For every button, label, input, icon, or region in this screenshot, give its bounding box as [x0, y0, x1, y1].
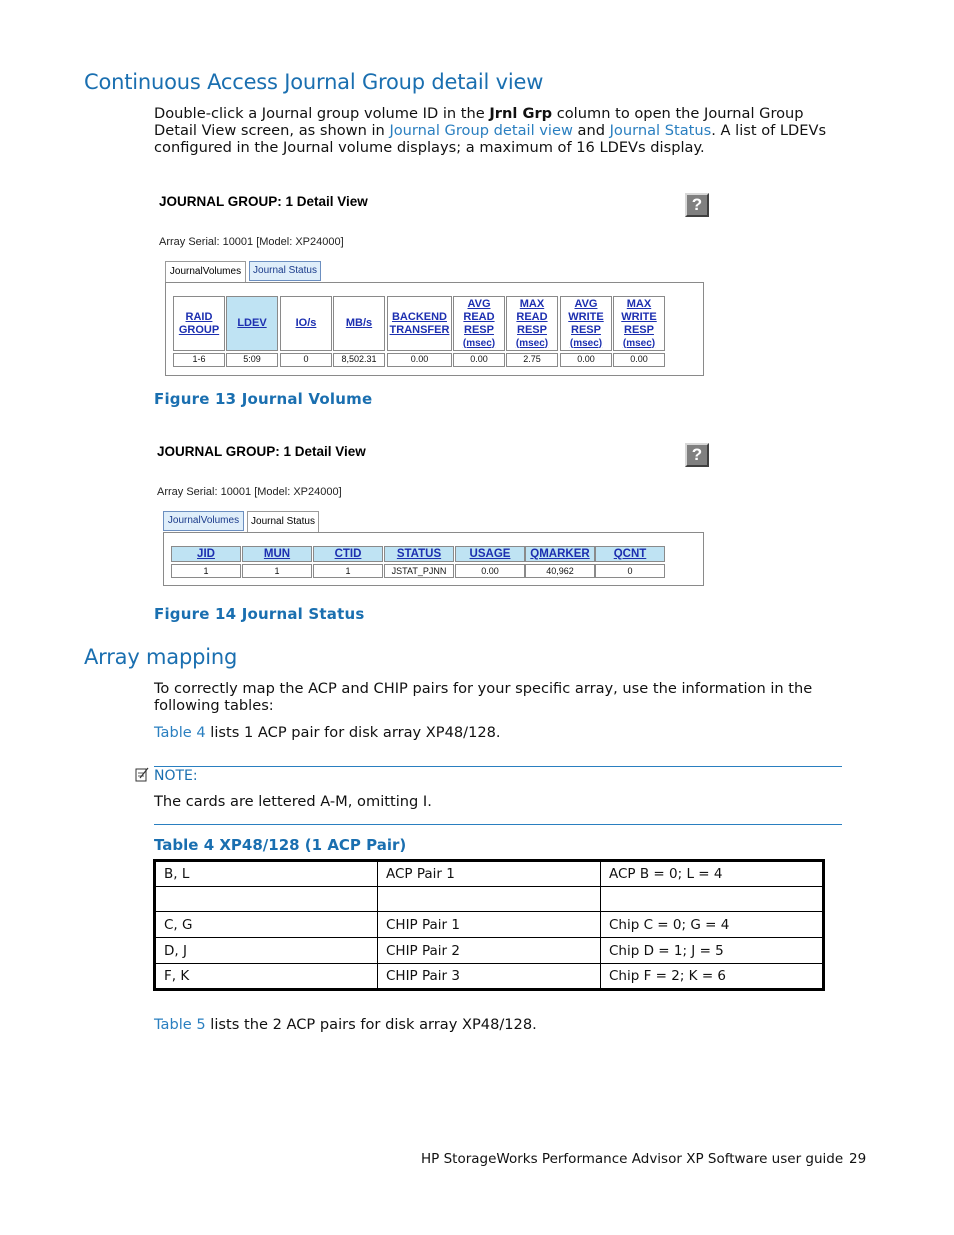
help-icon[interactable]: ? [685, 443, 709, 467]
column-header[interactable]: MAX READ RESP (msec) [506, 296, 558, 351]
grid-cell: 5:09 [226, 353, 278, 367]
table-cell: ACP Pair 1 [378, 861, 601, 887]
grid-cell: 0.00 [613, 353, 665, 367]
grid-cell: 0.00 [387, 353, 452, 367]
table-row [155, 964, 824, 990]
grid-cell: JSTAT_PJNN [384, 564, 454, 578]
grid-cell: 1 [313, 564, 383, 578]
column-header[interactable]: BACKEND TRANSFER [387, 296, 452, 351]
table-row [155, 887, 824, 912]
column-header[interactable]: RAID GROUP [173, 296, 225, 351]
page-number: 29 [849, 1151, 867, 1167]
detail-view-title: JOURNAL GROUP: 1 Detail View [157, 444, 366, 459]
link-journal-group-detail-view[interactable]: Journal Group detail view [389, 122, 573, 139]
note-icon [135, 767, 149, 782]
grid-cell: 0 [595, 564, 665, 578]
table5-reference: Table 5 lists the 2 ACP pairs for disk array XP48/128. [154, 1016, 537, 1033]
table-cell: Chip F = 2; K = 6 [601, 964, 824, 990]
grid-cell: 0 [280, 353, 332, 367]
note-top-rule [154, 766, 842, 767]
column-header[interactable]: MUN [242, 546, 312, 562]
figure-13-caption: Figure 13 Journal Volume [154, 390, 373, 408]
figure-14-caption: Figure 14 Journal Status [154, 605, 365, 623]
note-bottom-rule [154, 824, 842, 825]
array-serial: Array Serial: 10001 [Model: XP24000] [159, 236, 344, 248]
table-cell [155, 887, 378, 912]
table-row [155, 912, 824, 938]
table-cell [601, 887, 824, 912]
section-heading-journal-group: Continuous Access Journal Group detail view [84, 70, 544, 94]
grid-cell: 2.75 [506, 353, 558, 367]
grid-cell: 1 [242, 564, 312, 578]
note-text: The cards are lettered A-M, omitting I. [154, 793, 432, 810]
link-table-5[interactable]: Table 5 [154, 1016, 206, 1033]
table-cell: D, J [155, 938, 378, 964]
footer-guide-title: HP StorageWorks Performance Advisor XP Software user guide [421, 1151, 844, 1167]
table-cell: Chip D = 1; J = 5 [601, 938, 824, 964]
detail-view-title: JOURNAL GROUP: 1 Detail View [159, 194, 368, 209]
tab-journal-status[interactable]: Journal Status [247, 511, 319, 533]
grid-cell: 0.00 [453, 353, 505, 367]
acp-pair-table [153, 859, 825, 991]
tab-journal-volumes[interactable]: JournalVolumes [163, 511, 244, 531]
column-header[interactable]: JID [171, 546, 241, 562]
grid-cell: 0.00 [560, 353, 612, 367]
table-cell: B, L [155, 861, 378, 887]
grid-cell: 1 [171, 564, 241, 578]
column-header[interactable]: IO/s [280, 296, 332, 351]
table-cell: CHIP Pair 2 [378, 938, 601, 964]
column-header[interactable]: LDEV [226, 296, 278, 351]
column-header[interactable]: USAGE [455, 546, 525, 562]
table-row [155, 938, 824, 964]
grid-cell: 0.00 [455, 564, 525, 578]
table-row [155, 861, 824, 887]
tab-journal-status[interactable]: Journal Status [249, 261, 321, 281]
table-cell: CHIP Pair 3 [378, 964, 601, 990]
table-cell [378, 887, 601, 912]
table-cell: Chip C = 0; G = 4 [601, 912, 824, 938]
table-cell: F, K [155, 964, 378, 990]
column-header[interactable]: AVG WRITE RESP (msec) [560, 296, 612, 351]
table-cell: CHIP Pair 1 [378, 912, 601, 938]
table-4-caption: Table 4 XP48/128 (1 ACP Pair) [154, 836, 407, 854]
table4-reference: Table 4 lists 1 ACP pair for disk array XP48/128. [154, 724, 501, 741]
array-serial: Array Serial: 10001 [Model: XP24000] [157, 486, 342, 498]
tab-journal-volumes[interactable]: JournalVolumes [165, 261, 246, 283]
column-header[interactable]: MB/s [333, 296, 385, 351]
column-header[interactable]: QMARKER [525, 546, 595, 562]
help-icon[interactable]: ? [685, 193, 709, 217]
column-header[interactable]: STATUS [384, 546, 454, 562]
column-header[interactable]: AVG READ RESP (msec) [453, 296, 505, 351]
link-journal-status[interactable]: Journal Status [609, 122, 712, 139]
link-table-4[interactable]: Table 4 [154, 724, 206, 741]
column-header[interactable]: MAX WRITE RESP (msec) [613, 296, 665, 351]
grid-cell: 8,502.31 [333, 353, 385, 367]
grid-cell: 40,962 [525, 564, 595, 578]
table-cell: ACP B = 0; L = 4 [601, 861, 824, 887]
note-label: NOTE: [154, 768, 198, 784]
section-heading-array-mapping: Array mapping [84, 645, 238, 669]
table-cell: C, G [155, 912, 378, 938]
grid-cell: 1-6 [173, 353, 225, 367]
column-header[interactable]: CTID [313, 546, 383, 562]
intro-paragraph: Double-click a Journal group volume ID in the Jrnl Grp column to open the Journal Group Detail View screen, as shown in Journal Group detail view and Journal Status. A list of LDEVs configured in the Journal volume displays; a maximum of 16 LDEVs display. [154, 105, 827, 156]
array-mapping-paragraph: To correctly map the ACP and CHIP pairs for your specific array, use the information in the following tables: [154, 680, 813, 714]
column-header[interactable]: QCNT [595, 546, 665, 562]
